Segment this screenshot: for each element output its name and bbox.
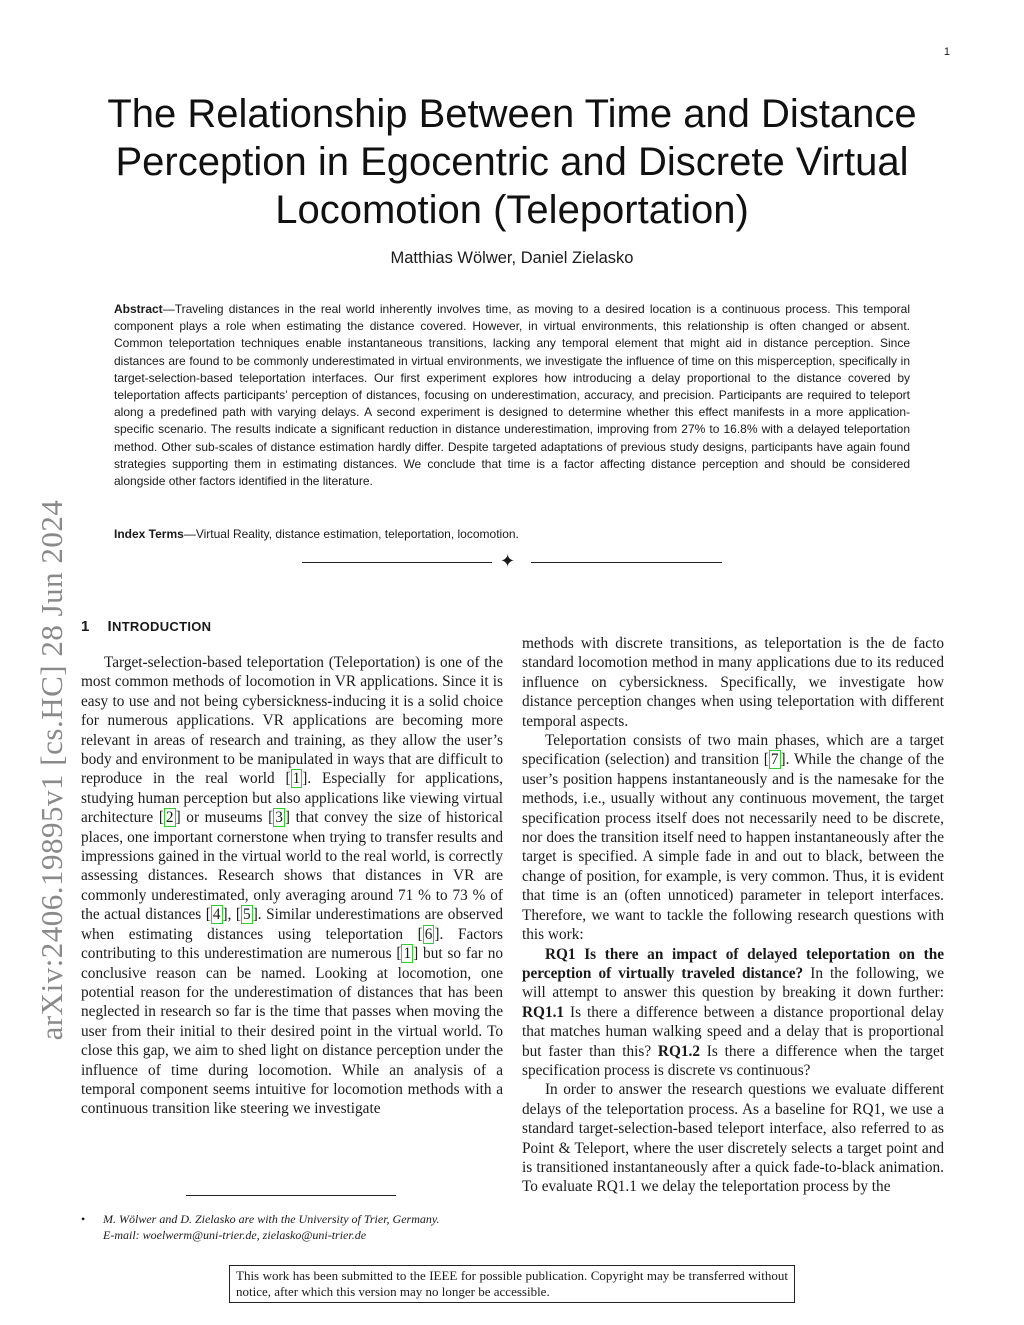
title-line: Locomotion (Teleportation) <box>275 188 749 232</box>
ieee-submission-notice: This work has been submitted to the IEEE for possible publication. Copyright may be transferred without notice, after which this version may no longer be accessible. <box>229 1265 795 1303</box>
citation-link[interactable]: 5 <box>243 906 251 924</box>
citation-link[interactable]: 6 <box>424 925 433 943</box>
title-line: Perception in Egocentric and Discrete Virtual <box>115 140 909 184</box>
citation-link[interactable]: 2 <box>165 809 174 827</box>
text-run: Is there a difference when the target specification process is discrete vs continuous? <box>522 1042 944 1079</box>
rq1-2-label: RQ1.2 <box>657 1042 700 1060</box>
text-run: Is there a difference between a distance proportional delay that matches human walking speed and a delay that is proportional but faster than this? <box>522 1003 944 1060</box>
abstract-label: Abstract <box>114 302 163 316</box>
affiliation-footnote <box>81 1211 503 1243</box>
text-run: ] or museums [ <box>175 809 274 827</box>
intro-paragraph-2 <box>522 731 944 944</box>
title-line: The Relationship Between Time and Distance <box>107 92 917 136</box>
citation-link[interactable]: 1 <box>292 770 301 788</box>
text-run: Teleportation consists of two main phases, which are a target specification (selection) and transition [ <box>522 732 944 769</box>
abstract <box>114 301 910 490</box>
section-title-initial: I <box>107 618 112 635</box>
index-terms-text: —Virtual Reality, distance estimation, teleportation, locomotion. <box>183 527 519 541</box>
rq1-text: RQ1 Is there an impact of delayed teleportation on the perception of virtually traveled distance? <box>522 945 944 982</box>
paper-title <box>80 90 944 234</box>
index-terms-label: Index Terms <box>114 527 184 541</box>
divider-diamond-icon: ✦ <box>500 551 516 571</box>
page-number: 1 <box>943 46 950 58</box>
section-number: 1 <box>81 618 90 635</box>
text-run: ]. Especially for applications, studying human perception but also applications like viewing virtual architecture [ <box>81 770 503 827</box>
citation-link[interactable]: 3 <box>275 809 283 827</box>
left-column <box>81 653 503 1119</box>
citation-link[interactable]: 4 <box>212 906 221 924</box>
text-run: ], [ <box>222 906 242 924</box>
text-run: ]. While the change of the user’s position happens instantaneously and is the namesake for the methods, i.e., usually without any continuous movement, the target specification process itself does not necessarily need to be discrete, nor does the transition itself need to happen instantaneously after the target is specified. A simple fade in and out to black, between the change of position, for example, is very common. Thus, it is evident that time is an (often unnoticed) parameter in teleport interfaces. Therefore, we want to tackle the following research questions with this work: <box>522 751 944 944</box>
intro-paragraph-4: In order to answer the research questions we evaluate different delays of the teleportation process. As a baseline for RQ1, we use a standard target-selection-based teleport interface, also referred to as Point & Teleport, where the user discretely selects a target point and is transitioned instantaneously after a quick fade-to-black animation. To evaluate RQ1.1 we delay the teleportation process by the <box>522 1081 944 1196</box>
footnote-line: E-mail: woelwerm@uni-trier.de, zielasko@uni-trier.de <box>103 1228 367 1242</box>
citation-link[interactable]: 1 <box>403 945 412 963</box>
author-list: Matthias Wölwer, Daniel Zielasko <box>390 249 634 267</box>
text-run: ] that convey the size of historical places, one important cornerstone when trying to transfer results and impressions gained in the virtual world to the real world, is correctly assessing distances. Research shows that distances in VR are commonly underestimated, only averaging around 71 % to 73 % of the actual distances [ <box>81 809 503 924</box>
arxiv-stamp: arXiv:2406.19895v1 [cs.HC] 28 Jun 2024 <box>34 499 69 1041</box>
footnote-rule <box>186 1195 396 1196</box>
index-terms <box>114 526 910 543</box>
divider-rule-left <box>302 562 492 563</box>
right-column <box>522 634 944 1197</box>
text-run: ] but so far no conclusive reason can be named. Looking at locomotion, one potential reason for the underestimation of distances that has been neglected in research so far is the time that passes when moving the user from their initial to their desired point in the virtual world. To close this gap, we aim to shed light on distance perception under the influence of time during locomotion. While an analysis of a temporal component seems intuitive for locomotion methods with a continuous transition like steering we investigate <box>81 945 503 1118</box>
section-heading-introduction <box>81 618 211 635</box>
research-questions-paragraph <box>522 945 944 1081</box>
rq1-1-label: RQ1.1 <box>522 1003 565 1021</box>
footnote-line: M. Wölwer and D. Zielasko are with the University of Trier, Germany. <box>103 1212 440 1226</box>
section-title-rest: NTRODUCTION <box>112 619 212 634</box>
text-run: ]. Similar underestimations are observed when estimating distances using teleportation [ <box>81 906 504 943</box>
text-run: In the following, we will attempt to answer this question by breaking it down further: <box>522 964 944 1002</box>
bullet-icon: • <box>81 1212 86 1226</box>
divider-rule-right <box>531 562 722 563</box>
abstract-text: —Traveling distances in the real world inherently involves time, as moving to a desired location is a continuous process. This temporal component plays a role when estimating the distance covered. However, in virtual environments, this relationship is often changed or absent. Common teleportation techniques enable instantaneous transitions, lacking any temporal element that might aid in distance perception. Since distances are found to be commonly underestimated in virtual environments, we investigate the influence of time on this misperception, specifically in target-selection-based teleportation interfaces. Our first experiment explores how introducing a delay proportional to the distance covered by teleportation affects participants’ perception of distances, focusing on underestimation, accuracy, and precision. Participants are required to teleport along a predefined path with varying delays. A second experiment is designed to determine whether this effect manifests in a more application-specific scenario. The results indicate a significant reduction in distance underestimation, improving from 27% to 16.8% with a delayed teleportation method. Other sub-scales of distance estimation hardly differ. Despite targeted adaptations of previous study designs, participants have again found strategies supporting them in estimating distances. We conclude that time is a factor affecting distance perception and should be considered alongside other factors identified in the literature. <box>114 302 910 489</box>
intro-paragraph-1 <box>81 653 503 1119</box>
intro-paragraph-continued: methods with discrete transitions, as teleportation is the de facto standard locomotion method in many applications due to its reduced influence on cybersickness. Specifically, we investigate how distance perception changes when using teleportation with different temporal aspects. <box>522 635 944 730</box>
text-run: ]. Factors contributing to this underestimation are numerous [ <box>81 925 503 963</box>
citation-link[interactable]: 7 <box>770 751 779 769</box>
footnote-text <box>103 1211 503 1243</box>
text-run: Target-selection-based teleportation (Teleportation) is one of the most common methods of locomotion in VR applications. Since it is easy to use and not being cybersickness-inducing it is a solid choice for numerous applications. VR applications are becoming more relevant in areas of research and training, as they allow the user’s body and environment to be manipulated in ways that are difficult to reproduce in the real world [ <box>81 654 503 788</box>
